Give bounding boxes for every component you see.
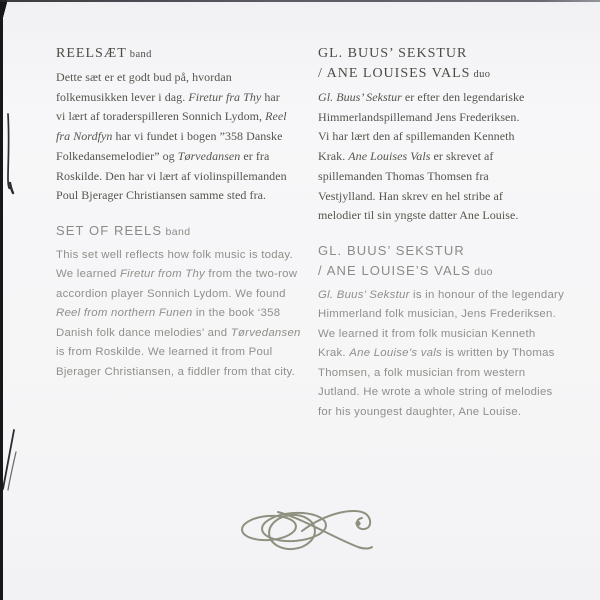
text-line: Gl. Buus’ Sekstur er efter den legendariske (318, 90, 525, 104)
section-paragraph (318, 88, 584, 226)
calligraphic-flourish-icon (232, 499, 382, 555)
scan-top-edge (0, 0, 600, 2)
text-line: for his youngest daughter, Ane Louise. (318, 405, 522, 418)
section-paragraph (318, 286, 584, 423)
section-heading-line: SET OF REELS band (56, 222, 191, 238)
section-heading-line: REELSÆT band (56, 46, 152, 61)
text-line: vi lært af toraderspilleren Sonnich Lydom, Reel (56, 109, 287, 124)
text-line: melodier til sin yngste datter Ane Louise. (318, 208, 519, 223)
section-paragraph (56, 246, 310, 383)
text-line: Folkedansemelodier” og Tørvedansen er fra (56, 148, 270, 163)
text-line: fra Nordfyn har vi fundet i bogen ”358 Danske (56, 129, 283, 144)
right-column (318, 44, 584, 437)
text-line: Vestjylland. Han skrev en hel stribe af (318, 188, 503, 203)
ensemble-type-label: duo (470, 69, 491, 80)
section-gl-buus-danish (318, 44, 584, 226)
text-line: Vi har lært den af spillemanden Kenneth (318, 129, 515, 144)
scan-left-edge (0, 0, 3, 600)
section-heading-line: GL. BUUS’ SEKSTUR (318, 242, 465, 258)
text-line: Bjerager Christiansen, a fiddler from that city. (56, 365, 296, 378)
left-column (56, 44, 310, 397)
text-line: This set well reflects how folk music is today. (56, 248, 293, 261)
text-line: spillemanden Thomas Thomsen fra (318, 168, 489, 183)
text-line: Reel from northern Funen in the book ‘358 (56, 307, 281, 320)
section-heading (318, 44, 584, 85)
text-line: Dette sæt er et godt bud på, hvordan (56, 70, 232, 84)
section-heading-line: / ANE LOUISE’S VALS duo (318, 262, 493, 278)
text-line: Krak. Ane Louise’s vals is written by Thomas (318, 347, 555, 360)
section-reelsaet-danish (56, 44, 310, 206)
text-line: We learned Firetur from Thy from the two-row (56, 268, 298, 281)
text-line: Thomsen, a folk musician from western (318, 366, 526, 379)
text-line: Gl. Buus’ Sekstur is in honour of the legendary (318, 288, 565, 301)
section-heading-line: / ANE LOUISES VALS duo (318, 66, 491, 81)
text-line: Himmerlandspillemand Jens Frederiksen. (318, 109, 520, 124)
text-line: Krak. Ane Louises Vals er skrevet af (318, 149, 494, 164)
text-line: Himmerland folk musician, Jens Frederiksen. (318, 308, 557, 321)
text-line: accordion player Sonnich Lydom. We found (56, 287, 286, 300)
section-paragraph (56, 68, 310, 206)
ensemble-type-label: duo (470, 265, 493, 278)
section-heading-line: GL. BUUS’ SEKSTUR (318, 46, 468, 61)
text-line: Poul Bjerager Christiansen samme sted fra. (56, 188, 267, 203)
scan-corner-shadow (0, 0, 7, 26)
text-line: Danish folk dance melodies’ and Tørvedansen (56, 326, 301, 339)
text-line: Jutland. He wrote a whole string of melodies (318, 386, 553, 399)
section-heading (56, 44, 310, 65)
ensemble-type-label: band (126, 49, 152, 60)
text-line: We learned it from folk musician Kenneth (318, 327, 536, 340)
text-line: Roskilde. Den har vi lært af violinspillemanden (56, 168, 287, 183)
text-line: is from Roskilde. We learned it from Poul (56, 346, 273, 359)
text-line: folkemusikken lever i dag. Firetur fra Thy har (56, 89, 280, 104)
section-gl-buus-english (318, 241, 584, 423)
ensemble-type-label: band (162, 225, 191, 238)
section-heading (318, 241, 584, 282)
section-set-of-reels-english (56, 221, 310, 383)
section-heading (56, 221, 310, 242)
